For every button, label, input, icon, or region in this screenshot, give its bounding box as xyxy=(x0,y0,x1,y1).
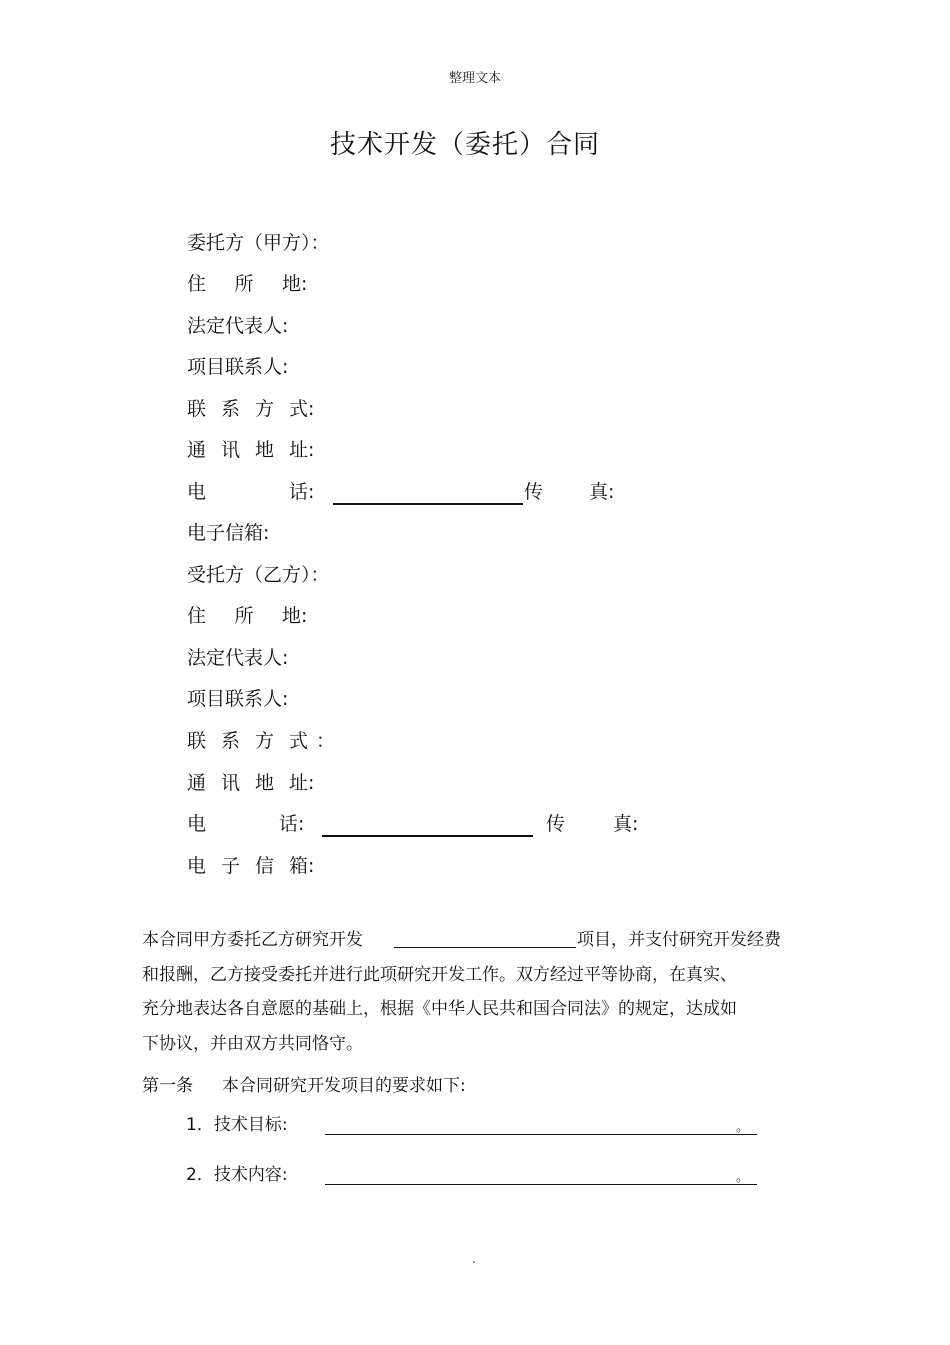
contract-para-line4: 下协议，并由双方共同恪守。 xyxy=(142,1034,363,1054)
party-a-contact-person-label: 项目联系人: xyxy=(187,356,289,378)
contract-para-line1b: 项目，并支付研究开发经费 xyxy=(577,930,781,950)
party-b-legal-rep-label: 法定代表人: xyxy=(187,647,289,669)
page-title: 技术开发（委托）合同 xyxy=(329,130,600,160)
item-technical-content-label: 2．技术内容: xyxy=(186,1165,288,1185)
party-b-address-label: 住 所 地 : xyxy=(187,605,308,627)
contract-para-line1a: 本合同甲方委托乙方研究开发 xyxy=(142,930,363,950)
item-technical-goal-label: 1．技术目标: xyxy=(186,1115,288,1135)
party-b-contact-person-label: 项目联系人: xyxy=(187,688,289,710)
contract-para-line3: 充分地表达各自意愿的基础上，根据《中华人民共和国合同法》的规定，达成如 xyxy=(142,999,737,1019)
project-name-blank xyxy=(394,947,576,948)
party-a-address-label: 住 所 地 : xyxy=(187,273,308,295)
article-1-label: 第一条 xyxy=(142,1076,193,1096)
party-b-heading: 受托方（乙方）： xyxy=(187,564,330,586)
article-1-text: 本合同研究开发项目的要求如下: xyxy=(222,1076,466,1096)
party-b-phone-blank xyxy=(322,835,533,837)
party-b-mail-address-label: 通 讯 地 址 : xyxy=(187,772,315,794)
party-a-phone-blank xyxy=(333,503,523,505)
party-a-legal-rep-label: 法定代表人: xyxy=(187,315,289,337)
party-a-heading: 委托方（甲方）： xyxy=(187,232,330,254)
technical-goal-blank xyxy=(325,1134,757,1135)
contract-para-line2: 和报酬，乙方接受委托并进行此项研究开发工作。双方经过平等协商，在真实、 xyxy=(142,965,737,985)
technical-goal-period: 。 xyxy=(736,1120,750,1135)
party-a-email-label: 电子信箱: xyxy=(187,522,270,544)
party-a-phone-label: 电 话 : xyxy=(187,481,315,503)
party-b-email-label: 电 子 信 箱 : xyxy=(187,855,315,877)
technical-content-period: 。 xyxy=(736,1170,750,1185)
party-a-contact-method-label: 联 系 方 式 : xyxy=(187,398,315,420)
party-a-mail-address-label: 通 讯 地 址 : xyxy=(187,439,315,461)
party-b-fax-label: 传 真 : xyxy=(546,813,639,835)
header-note: 整理文本 xyxy=(448,71,501,86)
technical-content-blank xyxy=(325,1184,757,1185)
party-b-phone-label: 电 话 : xyxy=(187,813,305,835)
footer-mark: . xyxy=(472,1252,476,1266)
party-a-fax-label: 传 真 : xyxy=(524,481,615,503)
party-b-contact-method-label: 联 系 方 式 ： xyxy=(187,730,336,752)
